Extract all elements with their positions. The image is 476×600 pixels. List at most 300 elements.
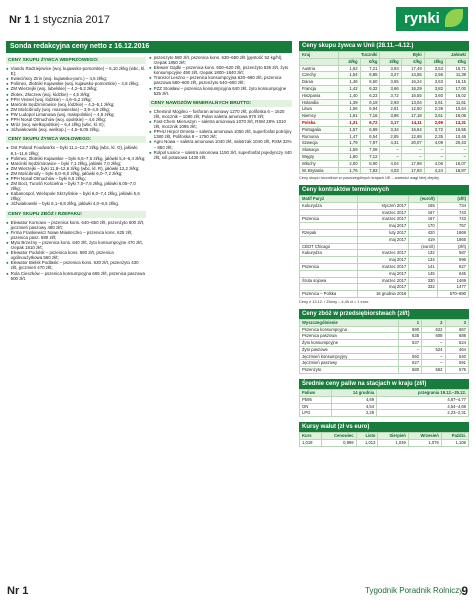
list-item: ● Polimex, Złotniki Kujawskie – byki 6,5–7,5 zł/kg, jałówki 5,4–6,4 zł/kg; — [6, 155, 146, 161]
table-cell — [300, 236, 358, 243]
table-row — [300, 270, 469, 277]
table-cell: 330 — [409, 277, 437, 284]
table-cell: Rzepak — [300, 230, 358, 237]
table-cell: 420 — [409, 230, 437, 237]
table-cell: 667 — [445, 326, 469, 333]
table-cell: 1,106 — [441, 440, 468, 447]
leaf-icon — [445, 9, 463, 27]
table-cell: 622 — [422, 326, 445, 333]
fertilizer-block — [149, 100, 292, 160]
currency-table: Kurs Cenowiec Listo Sierpień Wrzesień Paździ. 1,019 0,999 1,013 1,049 1,076 1,106 — [299, 432, 469, 447]
table-cell: – — [445, 153, 468, 160]
table-cell: Włochy — [300, 160, 339, 167]
grain-continued-block — [149, 55, 292, 96]
table-cell: 15,71 — [445, 65, 468, 72]
table-cell — [300, 284, 358, 291]
table-cell: 4,04 — [380, 160, 401, 167]
table-cell: 4,54 — [331, 403, 376, 410]
table-cell: 0,999 — [321, 440, 356, 447]
table-row — [300, 360, 469, 367]
table-cell: maj 2017 — [357, 257, 409, 264]
table-cell: 7,83 — [360, 167, 380, 174]
table-cell: 2,00 — [339, 160, 360, 167]
table-cell: 1477 — [437, 284, 468, 291]
issue-date: 1 stycznia 2017 — [33, 14, 110, 26]
page-number: 9 — [461, 584, 468, 598]
table-cell: – — [424, 153, 445, 160]
table-cell: 3,60 — [424, 92, 445, 99]
table-cell: 2,23–2,31 — [377, 410, 469, 417]
table-cell: 16,15 — [445, 79, 468, 86]
table-cell: CBOT Chicago — [300, 243, 358, 250]
table-cell: 6,94 — [360, 106, 380, 113]
table-cell: Hiszpania — [300, 92, 339, 99]
table-cell: – — [422, 340, 445, 347]
table-cell: 1,46 — [339, 79, 360, 86]
table-cell: 16,06 — [445, 113, 468, 120]
table-cell: – — [401, 147, 424, 154]
table-cell: Niemcy — [300, 113, 339, 120]
table-cell: 12,50 — [401, 106, 424, 113]
list-item: ● Chemirol Mogilno – fosforan amonowy 1270 zł/t, polifoska 6 – 1620 zł/t, mocznik – 1080 zł/t, Pulan saletra amonowa 970 zł/t; — [149, 108, 285, 119]
table-cell: 3,53 — [424, 65, 445, 72]
table-cell: 10,46 — [445, 133, 468, 140]
table-note: Ceny skupu tuczników w poszczególnych krajach UE – wartości wagi bitej ciepłej. — [299, 175, 440, 181]
table-row — [300, 340, 469, 347]
table-row — [300, 346, 469, 353]
table-cell: – — [398, 346, 421, 353]
table-cell: Pszenica — [300, 264, 358, 271]
list-item: ● ZM Mościbrody – byki 6,0–8,0 zł/kg, jałówki 6,0–7,2 zł/kg; — [6, 170, 123, 176]
table-cell: 2,39 — [424, 106, 445, 113]
table-cell: 165 — [409, 202, 437, 209]
table-row — [300, 85, 469, 92]
list-item: ● Myto Brzeżny – pszenica kons. 640 zł/t, żyto konsumpcyjne 470 zł/t, rzepak 1810 zł/t; — [6, 240, 143, 251]
table-cell: Polska — [300, 119, 339, 126]
table-row — [300, 106, 469, 113]
table-cell: 524 — [422, 346, 445, 353]
table-row — [300, 167, 469, 174]
table-row — [300, 160, 469, 167]
table-cell: 11,61 — [445, 99, 468, 106]
table-cell: Austria — [300, 65, 339, 72]
beef-block — [6, 136, 146, 206]
table-row — [300, 147, 469, 154]
table-cell: (zł/t) — [437, 243, 468, 250]
table-cell: 6,99 — [360, 126, 380, 133]
table-cell: 1,39 — [339, 99, 360, 106]
table-cell: Szwecja — [300, 140, 339, 147]
table-cell: 8,90 — [360, 160, 380, 167]
table-cell: maj 2017 — [357, 236, 409, 243]
table-cell: 757 — [437, 223, 468, 230]
table-cell: 1,42 — [339, 85, 360, 92]
table-cell: 2,85 — [380, 133, 401, 140]
table-cell: Kukurydza — [300, 250, 358, 257]
table-cell: 332 — [409, 284, 437, 291]
table-cell: 1,019 — [300, 440, 322, 447]
list-item: ● Kabanospol, Wielopole Skrzyńskie – byki 6,0–7,4 zł/kg, jałówki 5,6 zł/kg; — [6, 191, 140, 202]
table-row — [300, 99, 469, 106]
table-cell: 1,076 — [408, 440, 441, 447]
table-row — [300, 396, 469, 403]
rynki-logo — [396, 7, 468, 31]
list-item: ● Agro Nowa – saletra amonowa 1040 zł/t, saletrzak 1040 zł/t, RSM 32% – 850 zł/t; — [149, 139, 292, 150]
table-cell: Kukurydza — [300, 202, 358, 209]
table-cell: marzec 2017 — [357, 216, 409, 223]
table-cell: 743 — [437, 209, 468, 216]
table-cell: 4,09 — [424, 140, 445, 147]
table-cell: 4,54–4,68 — [377, 403, 469, 410]
block-title: CENY SKUPU ŻYWCA WIEPRZOWEGO: — [6, 57, 146, 64]
table-cell: 2,81 — [380, 106, 401, 113]
table-row — [300, 257, 469, 264]
table-row — [300, 277, 469, 284]
table-cell: Dania — [300, 79, 339, 86]
table-row — [300, 353, 469, 360]
table-cell: – — [445, 147, 468, 154]
table-cell — [300, 257, 358, 264]
table-cell: – — [380, 153, 401, 160]
issue-number: Nr 1 — [9, 14, 31, 26]
table-cell: maj 2017 — [357, 223, 409, 230]
table-cell: 6,50 — [360, 79, 380, 86]
footer-brand: Tygodnik Poradnik Rolniczy — [365, 586, 464, 595]
table-cell: 16,55 — [445, 126, 468, 133]
table-cell: Pszenica konsumpcyjna — [300, 326, 399, 333]
wholesale-table: Wyszczególnienie 1 2 3 Pszenica konsumpcyjna 690 622 667 Pszenica paszowa 635 608 688 Żyto konsumpcyjne 537 – 524 Żyto paszowe – 524 464 Jęczmień konsumpcyjny 592 – 540 Jęczmień paszowy 627 – 591 Pszenżyto 580 562 575 — [299, 319, 469, 374]
livestock-table-title: Ceny skupu żywca w Unii (28.11.–4.12.) — [299, 41, 469, 51]
list-item: ● Mróz (woj. wielkopolskie) – 6,4 zł/kg (wbc, kl. E); — [6, 122, 105, 128]
right-column — [299, 41, 469, 447]
table-cell: 16,55 — [401, 92, 424, 99]
table-cell: 134 — [409, 257, 437, 264]
table-row — [300, 326, 469, 333]
table-row — [300, 403, 469, 410]
list-item: ● pszenżyto 580 zł/t, pszenica kons. 630–650 zł/t (gęstość 52 kg/hl), rzepak 1850 zł/t; — [149, 55, 283, 66]
list-item: ● Viando Radziejewice (woj. kujawsko-pomorskie) – 6,10 zł/kg (wbc, kl. E); — [6, 66, 146, 77]
table-cell: 4,03 — [380, 167, 401, 174]
table-cell: 11,39 — [445, 72, 468, 79]
table-row — [300, 153, 469, 160]
list-item: ● Elewarr Gądki – pszenica kons. 600–620 zł/t, pszenżyto 535 zł/t, żyto konsumpcyjne 490 zł/t, rzepak 1800–1840 zł/t; — [149, 65, 289, 76]
table-row — [300, 230, 469, 237]
table-row — [300, 65, 469, 72]
table-row — [300, 243, 469, 250]
table-cell: 575 — [445, 367, 469, 374]
table-cell: 16 grudnia 2016 — [357, 291, 409, 298]
table-group-header: Byki — [380, 52, 424, 59]
table-cell: 14,55 — [401, 72, 424, 79]
table-cell: marzec 2017 — [357, 209, 409, 216]
table-cell: 540 — [445, 353, 469, 360]
page-footer — [0, 582, 476, 600]
table-cell: Portugalia — [300, 126, 339, 133]
table-row — [300, 126, 469, 133]
table-row — [300, 284, 469, 291]
block-title: CENY SKUPU ŻYWCA WOŁOWEGO: — [6, 136, 146, 143]
table-cell: 2,99 — [424, 119, 445, 126]
table-cell: 7,97 — [360, 140, 380, 147]
table-cell: 1,47 — [339, 133, 360, 140]
table-cell: 591 — [445, 360, 469, 367]
table-cell: 4,69 — [331, 396, 376, 403]
table-cell: 6,72 — [360, 119, 380, 126]
table-cell: marzec 2017 — [357, 277, 409, 284]
list-item: ● Marcinki Sędzimirowice (woj. łódzkie) – 4,3–5,1 zł/kg; — [6, 101, 115, 107]
table-cell: maj 2017 — [357, 270, 409, 277]
table-cell: 1,60 — [339, 153, 360, 160]
table-row — [300, 79, 469, 86]
table-cell: – — [380, 147, 401, 154]
table-row — [300, 440, 469, 447]
table-cell: 7,12 — [360, 153, 380, 160]
table-cell: 464 — [445, 346, 469, 353]
block-title: CENY SKUPU ZBÓŻ I RZEPAKU: — [6, 211, 146, 218]
list-item: ● PPH Vessel (woj. łódzkie) – 4,6–5,2 zł/kg; — [6, 96, 92, 102]
table-cell: 13,31 — [445, 119, 468, 126]
table-cell: 3,72 — [424, 126, 445, 133]
table-row — [300, 250, 469, 257]
table-row — [300, 223, 469, 230]
table-cell: 18,87 — [445, 167, 468, 174]
page-header — [0, 0, 476, 38]
list-item: ● Elewator Bielsk Podlaski – pszenica kons. 620 zł/t, pszenżyto 430 zł/t, jęczmień 470 zł/t; — [6, 260, 139, 271]
table-row — [300, 133, 469, 140]
table-cell: 635 — [398, 333, 421, 340]
table-cell: 145 — [409, 270, 437, 277]
table-cell: 734 — [437, 202, 468, 209]
list-item: ● Jóźwiakowski (woj. wielkop.) – 4,5–5,05 zł/kg. — [6, 127, 100, 133]
currency-table-title: Kursy walut (zł vs euro) — [299, 422, 469, 432]
table-cell — [409, 291, 437, 298]
table-cell — [300, 270, 358, 277]
table-row — [300, 72, 469, 79]
left-column — [6, 55, 146, 285]
table-cell: Węgry — [300, 153, 339, 160]
table-cell: 1469 — [437, 277, 468, 284]
table-cell: 1,31 — [339, 119, 360, 126]
table-cell: 13,04 — [401, 99, 424, 106]
table-cell: 6,32 — [360, 85, 380, 92]
list-item: ● PPH Nosal Otmuchów – byki 6,5 zł/kg; — [6, 175, 86, 181]
list-item: ● Złotex, Złoczew (woj. łódzkie) – 4,5 zł/kg; — [6, 91, 91, 97]
table-cell: 580 — [398, 367, 421, 374]
table-cell: 167 — [409, 216, 437, 223]
table-cell: Rumunia — [300, 133, 339, 140]
table-cell: 3,65 — [380, 79, 401, 86]
table-cell: 6,85 — [360, 72, 380, 79]
table-cell: 10,64 — [445, 106, 468, 113]
table-cell: 1,76 — [339, 167, 360, 174]
table-cell: 6,19 — [360, 99, 380, 106]
table-cell: 3,17 — [380, 119, 401, 126]
fuel-table-title: Średnie ceny paliw na stacjach w kraju (zł/l) — [299, 379, 469, 389]
table-cell: 2,29 — [331, 410, 376, 417]
table-cell: 587 — [437, 250, 468, 257]
table-cell: 14,11 — [401, 119, 424, 126]
table-cell: Słowacja — [300, 147, 339, 154]
table-cell: Śruta sojowa — [300, 277, 358, 284]
table-cell: 1,59 — [339, 147, 360, 154]
table-cell: 17,18 — [401, 113, 424, 120]
rynki-logo-text: rynki — [404, 10, 440, 27]
table-cell: 562 — [422, 367, 445, 374]
table-cell: 627 — [398, 360, 421, 367]
table-cell: 20,07 — [401, 140, 424, 147]
table-cell: Żyto paszowe — [300, 346, 399, 353]
table-cell: styczeń 2017 — [357, 202, 409, 209]
table-row — [300, 333, 469, 340]
section-title: Sonda redakcyjna ceny netto z 16.12.2016 — [6, 41, 292, 53]
table-cell: 690 — [398, 326, 421, 333]
table-row — [300, 367, 469, 374]
table-cell: Żyto konsumpcyjne — [300, 340, 399, 347]
table-row — [300, 291, 469, 298]
table-cell: 141 — [409, 264, 437, 271]
list-item: ● Marcinki Sędzimirowice – byki 7,1 zł/kg, jałówki 7,0 zł/kg; — [6, 160, 122, 166]
table-cell: 4,24 — [424, 167, 445, 174]
table-row — [300, 92, 469, 99]
table-cell: 6,23 — [360, 92, 380, 99]
table-cell: 16,29 — [401, 85, 424, 92]
table-cell: marzec 2017 — [357, 250, 409, 257]
table-cell: 627 — [437, 264, 468, 271]
table-cell: 1,56 — [339, 106, 360, 113]
list-item: ● Fast-Chem Mieruszyn – saletra amonowa 1070 zł/t, RSM 28% 1010 zł/t, mocznik 1095 zł/t; — [149, 119, 286, 130]
table-cell: 3,82 — [424, 85, 445, 92]
table-cell: 596 — [437, 257, 468, 264]
table-cell: luty 2017 — [357, 230, 409, 237]
table-row — [300, 209, 469, 216]
country-header: Kraj — [300, 52, 339, 59]
table-row — [300, 264, 469, 271]
middle-column — [149, 55, 292, 164]
list-item: ● Jóźwiakowski – byki 6,1–6,8 zł/kg, jałówki 4,0–6,5 zł/kg. — [6, 201, 120, 207]
futures-table-title: Ceny kontraktów terminowych — [299, 185, 469, 195]
table-cell: 3,66 — [380, 85, 401, 92]
table-cell: Francja — [300, 85, 339, 92]
table-cell: 1,57 — [339, 126, 360, 133]
table-cell: – — [424, 147, 445, 154]
table-cell: 3,86 — [380, 113, 401, 120]
table-cell: ON — [300, 403, 332, 410]
table-cell: 17,98 — [401, 160, 424, 167]
table-cell: Jęczmień konsumpcyjny — [300, 353, 399, 360]
table-cell: 12,68 — [401, 133, 424, 140]
table-cell: 570–690 — [437, 291, 468, 298]
table-cell: 1,40 — [339, 92, 360, 99]
table-cell: 170 — [409, 223, 437, 230]
list-item: ● Firma Frankiewicz Nowe Miasteczko – pszenica kons. 625 zł/t, pszenica pasz. 580 zł/t; — [6, 229, 133, 240]
table-cell — [300, 209, 358, 216]
wholesale-table-title: Ceny zbóż w przedsiębiorstwach (zł/t) — [299, 309, 469, 319]
table-cell: 16,64 — [401, 126, 424, 133]
table-cell: maj 2017 — [357, 284, 409, 291]
table-cell: – — [422, 360, 445, 367]
table-cell: 1,54 — [339, 72, 360, 79]
fuel-table: Paliwo 14 grudnia przegrania 19.12.–25.12. Pb95 4,69 4,67–4,77 ON 4,54 4,54–4,68 LPG 2,29 2,23–2,31 — [299, 389, 469, 417]
list-item: ● ZM Wierzejki (woj. lubelskie) – 4,2–5,2 zł/kg; — [6, 86, 98, 92]
table-cell: 1865 — [437, 236, 468, 243]
table-cell: 1,049 — [378, 440, 408, 447]
issue-info — [9, 14, 110, 26]
table-cell: Czechy — [300, 72, 339, 79]
table-cell: Pszenica – Polska — [300, 291, 358, 298]
list-item: ● ZM Mościbrody (woj. mazowieckie) – 3,9–4,9 zł/kg; — [6, 106, 110, 112]
table-cell: 7,21 — [360, 65, 380, 72]
list-item: ● PPH Nosal Otmuchów (woj. opolskie) – 4,6 zł/kg; — [6, 117, 107, 123]
table-cell: 743 — [437, 216, 468, 223]
list-item: ● ZM Wierzejki – byki 11,8–12,6 zł/kg (wbc, kl. R), jałówki 12,2 zł/kg; — [6, 165, 140, 171]
table-cell: 4,06 — [424, 160, 445, 167]
table-cell: Litwa — [300, 106, 339, 113]
table-cell: 592 — [398, 353, 421, 360]
table-cell: 16,02 — [445, 92, 468, 99]
futures-table: Matif Paryż (euro/t) (zł/t) Kukurydza styczeń 2017 165 734 marzec 2017 167 743 Pszenica marzec 2017 167 743 maj 2017 170 757 Rzepak luty 2017 420 1869 maj 2017 419 1865 CBOT Chicago (euro/t) (zł/t) Kukurydza marzec 2017 132 587 maj 2017 134 596 Pszenica marzec 2017 141 627 maj 2017 145 645 Śruta sojowa marzec 2017 330 1469 maj 2017 332 1477 Pszenica – Polska 16 grudnia 2016 570–690 — [299, 195, 469, 298]
list-item: ● PPHU Hirpol Omreta – saletra amonowa 1050 zł/t, superfosfat potrójny 1380 zł/t, Polifoska 8 – 1750 zł/t; — [149, 129, 292, 140]
table-cell: 1,013 — [356, 440, 378, 447]
list-item: ● PZZ Stoisław – pszenica konsumpcyjna 640 zł/t, żyto konsumpcyjne 525 zł/t. — [149, 85, 287, 96]
table-cell — [300, 223, 358, 230]
table-cell: 17,93 — [401, 167, 424, 174]
table-cell: – — [401, 153, 424, 160]
table-cell: 688 — [445, 333, 469, 340]
list-item: ● Rolpol Łosice – saletra amonowa 1150 zł/t, superfosfat pojedynczy 440 zł/t, sól potasowa 1430 zł/t. — [149, 149, 292, 160]
table-cell: 18,07 — [445, 160, 468, 167]
table-cell: – — [422, 353, 445, 360]
table-row — [300, 119, 469, 126]
table-cell: Pszenżyto — [300, 367, 399, 374]
table-cell: 537 — [398, 340, 421, 347]
table-cell: Holandia — [300, 99, 339, 106]
table-cell: 6,54 — [360, 133, 380, 140]
list-item: ● Ost Poland Foodworks – byki 11,1–12,7 zł/kg (wbc, kl. O), jałówki 8,1–11,6 zł/kg; — [6, 145, 138, 156]
futures-note: Ceny z 13.12. / Zbiory – 4,45 zł = 1 euro. — [299, 299, 370, 304]
table-cell: 7,16 — [360, 113, 380, 120]
table-cell: 645 — [437, 270, 468, 277]
table-cell: 3,72 — [380, 92, 401, 99]
table-row — [300, 140, 469, 147]
table-cell: 167 — [409, 209, 437, 216]
table-cell: 7,08 — [360, 147, 380, 154]
table-cell: 2,35 — [424, 133, 445, 140]
table-group-header: Jałówki — [424, 52, 468, 59]
table-cell: Pszenica — [300, 216, 358, 223]
grain-block — [6, 211, 146, 281]
livestock-price-table: Kraj Tuczniki Byki Jałówki zł/kg €/kg zł/kg €/kg zł/kg €/kg Austria 1,62 7,21 3,93 17,49 3,53 15,71 Czechy 1,54 6,85 3,27 14,55 2,56 11,39 Dania 1,46 6,50 3,65 16,24 3,63 16,15 Francja 1,42 6,32 3,66 16,29 3,82 17,00 Hiszpania 1,40 6,23 3,72 16,55 3,60 16,02 Holandia 1,39 6,19 2,93 13,04 2,61 11,61 Litwa 1,56 6,94 2,81 12,50 2,39 10,64 Niemcy 1,61 7,16 3,86 17,18 3,61 16,06 Polska 1,31 6,72 3,17 14,11 2,99 13,31 Portugalia 1,57 6,99 3,34 16,64 3,72 16,55 Rumunia 1,47 6,54 2,85 12,68 2,35 10,46 Szwecja 1,79 7,97 4,31 20,07 4,09 20,43 Słowacja 1,59 7,08 – – – – Węgry 1,60 7,12 – – – – Włochy 2,00 8,90 4,04 17,98 4,06 18,07 W. Brytania 1,76 7,83 4,03 17,93 4,24 18,87 — [299, 51, 469, 174]
table-cell: 2,56 — [424, 72, 445, 79]
table-cell: Pszenica paszowa — [300, 333, 399, 340]
table-group-header: Tuczniki — [339, 52, 380, 59]
footer-issue: Nr 1 — [7, 585, 29, 597]
list-item: ● Polimex, Złotniki Kujawskie (woj. kujawsko-pomorskie) – 4,8 zł/kg; — [6, 81, 140, 87]
table-cell: 419 — [409, 236, 437, 243]
table-row — [300, 216, 469, 223]
table-cell: 524 — [445, 340, 469, 347]
table-cell: Pb95 — [300, 396, 332, 403]
table-cell: W. Brytania — [300, 167, 339, 174]
table-cell: marzec 2017 — [357, 264, 409, 271]
table-row — [300, 236, 469, 243]
table-cell: 2,61 — [424, 99, 445, 106]
list-item: ● Rola Cieszków – pszenica konsumpcyjna 665 zł/t, pszenica paszowa 600 zł/t. — [6, 270, 145, 281]
table-cell: 1,79 — [339, 140, 360, 147]
table-cell: 132 — [409, 250, 437, 257]
table-cell: 2,93 — [380, 99, 401, 106]
table-cell — [357, 243, 409, 250]
list-item: ● Elewator Podolsk – pszenica kons. 590 zł/t, pszenica ogólnoużytkowa 560 zł/t; — [6, 250, 114, 261]
